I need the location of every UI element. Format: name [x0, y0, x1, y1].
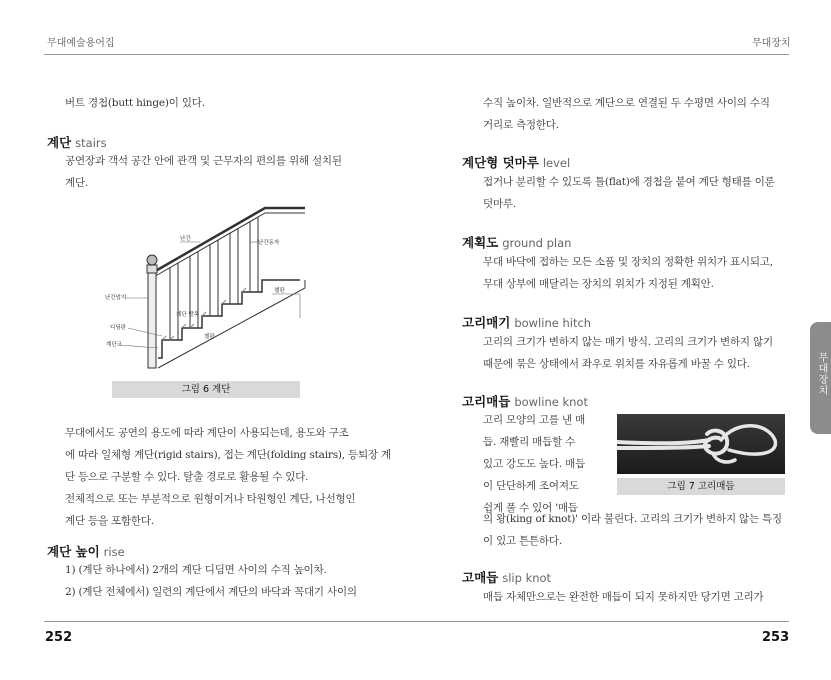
term-bowline-hitch-en: bowline hitch: [514, 316, 592, 330]
section-thumb-tab: [810, 322, 831, 434]
rise-cont-line: 수직 높이차. 일반적으로 계단으로 연결된 두 수평면 사이의 수직: [483, 97, 770, 109]
level-definition: [483, 171, 775, 215]
label-bottom: 챌판: [204, 334, 215, 340]
bowline-knot-line: 고리 모양의 고를 낸 매: [483, 414, 586, 426]
rise-continued: [483, 92, 770, 136]
para-line: 단 등으로 구분할 수 있다. 탈출 경로로 활용될 수 있다.: [65, 471, 309, 483]
rise-line-1: 1) (계단 하나에서) 2개의 계단 디딤면 사이의 수직 높이차.: [65, 564, 327, 576]
figure6-caption: 그림 6 계단: [112, 381, 300, 398]
term-ground-plan: [462, 233, 571, 251]
ground-plan-line: 무대 상부에 매달리는 장치의 위치가 지정된 계획안.: [483, 278, 714, 290]
stairs-line-1: 공연장과 객석 공간 안에 관객 및 근무자의 편의를 위해 설치된: [65, 155, 342, 167]
label-right-top: 난간동자: [258, 240, 280, 246]
bowline-knot-line: 있고 강도도 높다. 매듭: [483, 458, 586, 470]
running-header-left: 무대예술용어집: [47, 38, 115, 49]
term-ground-plan-en: ground plan: [502, 236, 572, 250]
stairs-line-2: 계단.: [65, 177, 89, 189]
rope-knot-icon: [617, 414, 785, 474]
stairs-definition: [65, 150, 342, 194]
term-stairs-ko: 계단: [47, 135, 72, 150]
label-left-low: 디딤판: [110, 325, 126, 331]
term-slip-knot-en: slip knot: [502, 571, 552, 585]
term-slip-knot-ko: 고매듭: [462, 570, 499, 585]
bowline-hitch-definition: [483, 331, 773, 375]
intro-line: 버트 경첩(butt hinge)이 있다.: [65, 97, 205, 109]
slip-knot-definition: [483, 586, 763, 608]
header-rule: [44, 54, 789, 55]
footer-rule: [44, 621, 789, 622]
page-number-left: 252: [45, 630, 73, 645]
term-rise: [47, 542, 125, 560]
rise-line-2: 2) (계단 전체에서) 일련의 계단에서 계단의 바닥과 꼭대기 사이의: [65, 586, 357, 598]
term-ground-plan-ko: 계획도: [462, 235, 499, 250]
bowline-knot-line: 쉽게 풀 수 있어 '매듭: [483, 502, 578, 514]
level-line: 덧마루.: [483, 198, 516, 210]
bowline-knot-line: 이 단단하게 조여져도: [483, 480, 579, 492]
label-right-mid: 챌판: [274, 288, 285, 294]
stairs-diagram: [100, 198, 330, 378]
term-level-en: level: [542, 156, 571, 170]
bowline-knot-line: 의 왕(king of knot)' 이라 불린다. 고리의 크기가 변하지 않는 특징: [483, 513, 782, 525]
para-line: 계단 등을 포함한다.: [65, 515, 154, 527]
stairs-paragraph: [65, 422, 391, 532]
term-rise-ko: 계단 높이: [47, 544, 100, 559]
bowline-knot-line: 이 있고 튼튼하다.: [483, 535, 563, 547]
label-left-bottom: 계단코: [106, 342, 122, 348]
section-thumb-tab-label: 무대장치: [816, 352, 827, 396]
bowline-hitch-line: 때문에 묶은 상태에서 좌우로 위치를 자유롭게 바꿀 수 있다.: [483, 358, 750, 370]
term-bowline-hitch-ko: 고리매기: [462, 315, 511, 330]
bowline-knot-photo: [617, 414, 785, 474]
label-center-small: 계단 발목: [176, 312, 200, 318]
term-level: [462, 153, 570, 171]
term-slip-knot: [462, 568, 551, 586]
bowline-knot-line: 듭. 재빨리 매듭할 수: [483, 436, 576, 448]
term-rise-en: rise: [103, 545, 125, 559]
term-bowline-knot: [462, 392, 588, 410]
page-number-right: 253: [762, 630, 790, 645]
para-line: 에 따라 일체형 계단(rigid stairs), 접는 계단(folding stairs), 등퇴장 계: [65, 449, 391, 461]
term-bowline-knot-ko: 고리매듭: [462, 394, 511, 409]
figure7-caption: 그림 7 고리매듭: [617, 478, 785, 495]
term-stairs-en: stairs: [75, 136, 107, 150]
label-left-mid: 난간엄지: [105, 295, 127, 301]
rise-definition: [65, 559, 357, 603]
bowline-knot-definition-narrow: [483, 409, 609, 519]
ground-plan-definition: [483, 251, 773, 295]
para-line: 전체적으로 또는 부분적으로 원형이거나 타원형인 계단, 나선형인: [65, 493, 356, 505]
label-top: 난간: [180, 236, 191, 242]
ground-plan-line: 무대 바닥에 접하는 모든 소품 및 장치의 정확한 위치가 표시되고,: [483, 256, 773, 268]
slip-knot-line: 매듭 자체만으로는 완전한 매듭이 되지 못하지만 당기면 고리가: [483, 591, 764, 603]
level-line: 접거나 분리할 수 있도록 틀(flat)에 경첩을 붙여 계단 형태를 이룬: [483, 176, 775, 188]
para-line: 무대에서도 공연의 용도에 따라 계단이 사용되는데, 용도와 구조: [65, 427, 349, 439]
bowline-knot-definition-full: [483, 508, 782, 552]
term-bowline-hitch: [462, 313, 591, 331]
bowline-hitch-line: 고리의 크기가 변하지 않는 매기 방식. 고리의 크기가 변하지 않기: [483, 336, 773, 348]
term-level-ko: 계단형 덧마루: [462, 155, 539, 170]
term-stairs: [47, 133, 107, 151]
running-header-right: 무대장치: [752, 38, 791, 49]
rise-cont-line: 거리로 측정한다.: [483, 119, 559, 131]
term-bowline-knot-en: bowline knot: [514, 395, 588, 409]
